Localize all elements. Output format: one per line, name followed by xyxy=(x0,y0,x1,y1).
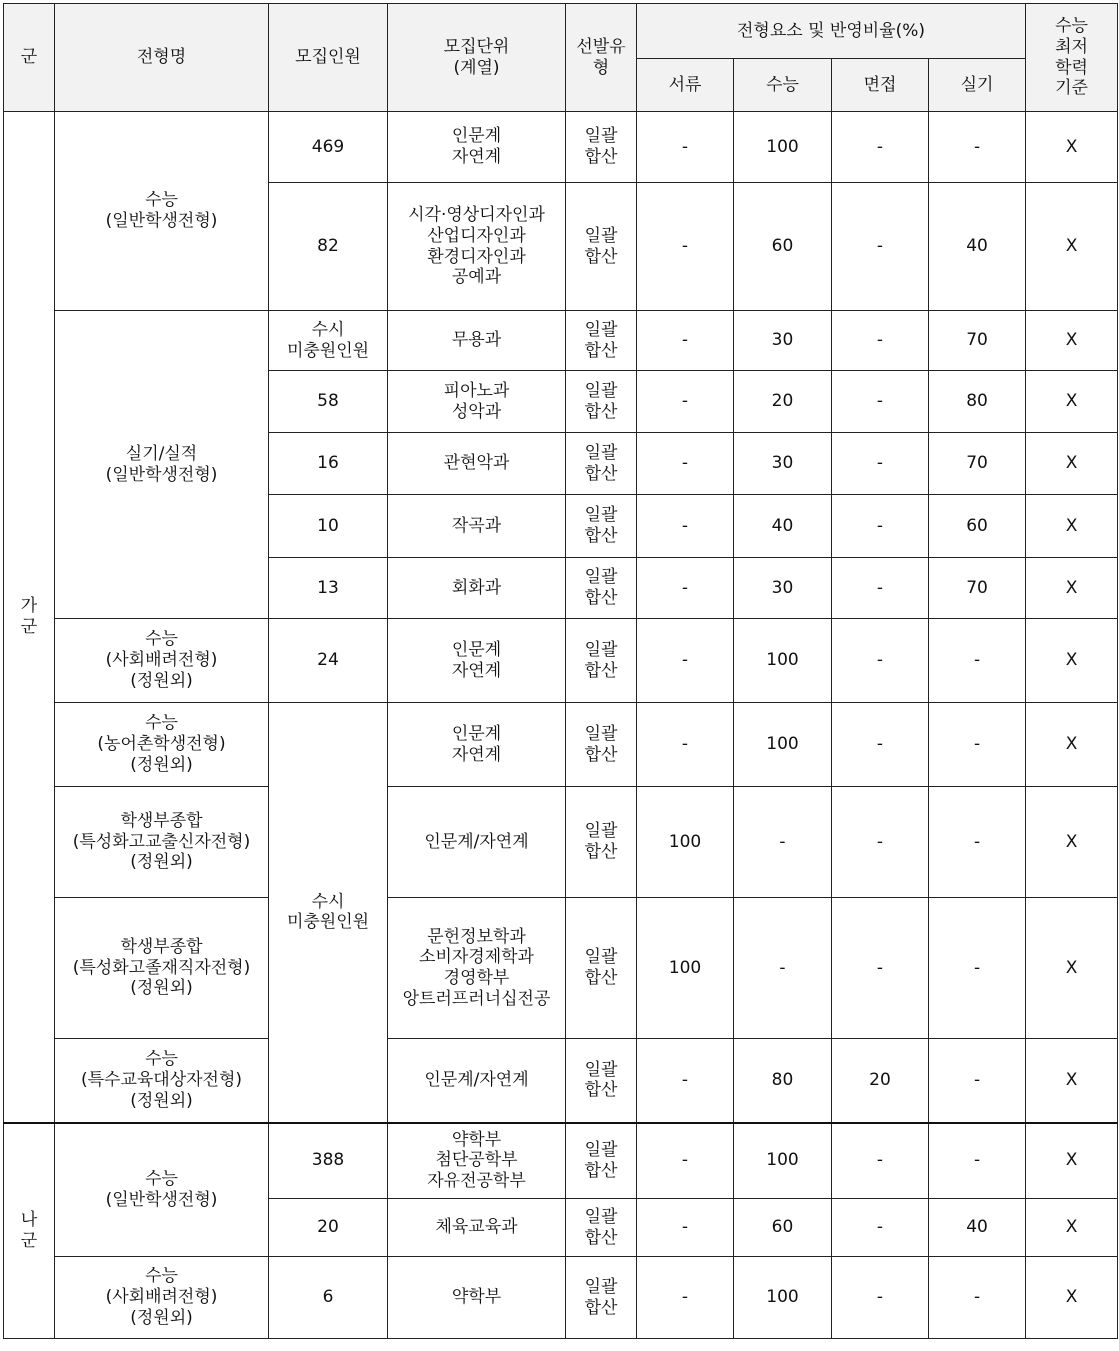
table-row xyxy=(4,112,1118,183)
interview-cell: - xyxy=(832,433,929,495)
type-cell: 수능 (일반학생전형) xyxy=(55,112,269,311)
selection-cell: 일괄 합산 xyxy=(566,898,637,1039)
unit-cell: 인문계 자연계 xyxy=(388,112,566,183)
header-unit: 모집단위 (계열) xyxy=(388,4,566,112)
table-row xyxy=(4,1257,1118,1339)
interview-cell: - xyxy=(832,183,929,311)
type-cell: 실기/실적 (일반학생전형) xyxy=(55,311,269,619)
unit-cell: 작곡과 xyxy=(388,495,566,558)
interview-cell: - xyxy=(832,619,929,703)
header-elements: 전형요소 및 반영비율(%) xyxy=(637,4,1026,59)
quota-cell: 469 xyxy=(269,112,388,183)
selection-cell: 일괄 합산 xyxy=(566,1123,637,1199)
csat-cell: - xyxy=(734,898,832,1039)
min-standard-cell: X xyxy=(1026,183,1118,311)
doc-cell: - xyxy=(637,1257,734,1339)
selection-cell: 일괄 합산 xyxy=(566,311,637,371)
csat-cell: 60 xyxy=(734,183,832,311)
table-row xyxy=(4,898,1118,1039)
interview-cell: - xyxy=(832,495,929,558)
group-cell-na: 나 군 xyxy=(4,1123,55,1339)
min-standard-cell: X xyxy=(1026,112,1118,183)
group-cell-ga: 가 군 xyxy=(4,112,55,1123)
quota-cell: 13 xyxy=(269,558,388,619)
interview-cell: 20 xyxy=(832,1039,929,1123)
table-row xyxy=(4,311,1118,371)
admissions-table xyxy=(3,3,1118,1339)
selection-cell: 일괄 합산 xyxy=(566,1199,637,1257)
selection-cell: 일괄 합산 xyxy=(566,787,637,898)
interview-cell: - xyxy=(832,703,929,787)
csat-cell: 30 xyxy=(734,433,832,495)
type-cell: 수능 (일반학생전형) xyxy=(55,1123,269,1257)
practical-cell: - xyxy=(929,1039,1026,1123)
doc-cell: - xyxy=(637,1039,734,1123)
header-interview: 면접 xyxy=(832,59,929,112)
practical-cell: - xyxy=(929,787,1026,898)
selection-cell: 일괄 합산 xyxy=(566,183,637,311)
interview-cell: - xyxy=(832,1199,929,1257)
type-cell: 수능 (사회배려전형) (정원외) xyxy=(55,1257,269,1339)
type-cell: 수능 (특수교육대상자전형) (정원외) xyxy=(55,1039,269,1123)
min-standard-cell: X xyxy=(1026,495,1118,558)
selection-cell: 일괄 합산 xyxy=(566,619,637,703)
header-selection: 선발유 형 xyxy=(566,4,637,112)
doc-cell: - xyxy=(637,433,734,495)
min-standard-cell: X xyxy=(1026,1123,1118,1199)
interview-cell: - xyxy=(832,1123,929,1199)
doc-cell: 100 xyxy=(637,787,734,898)
quota-cell: 58 xyxy=(269,371,388,433)
doc-cell: - xyxy=(637,371,734,433)
doc-cell: 100 xyxy=(637,898,734,1039)
csat-cell: 30 xyxy=(734,311,832,371)
doc-cell: - xyxy=(637,619,734,703)
csat-cell: - xyxy=(734,787,832,898)
min-standard-cell: X xyxy=(1026,558,1118,619)
table-row xyxy=(4,1123,1118,1199)
min-standard-cell: X xyxy=(1026,703,1118,787)
practical-cell: - xyxy=(929,1123,1026,1199)
min-standard-cell: X xyxy=(1026,619,1118,703)
selection-cell: 일괄 합산 xyxy=(566,1257,637,1339)
unit-cell: 인문계 자연계 xyxy=(388,703,566,787)
unit-cell: 체육교육과 xyxy=(388,1199,566,1257)
doc-cell: - xyxy=(637,1199,734,1257)
selection-cell: 일괄 합산 xyxy=(566,371,637,433)
csat-cell: 40 xyxy=(734,495,832,558)
practical-cell: - xyxy=(929,112,1026,183)
selection-cell: 일괄 합산 xyxy=(566,112,637,183)
selection-cell: 일괄 합산 xyxy=(566,703,637,787)
header-type-name: 전형명 xyxy=(55,4,269,112)
csat-cell: 100 xyxy=(734,619,832,703)
csat-cell: 100 xyxy=(734,1257,832,1339)
practical-cell: 40 xyxy=(929,1199,1026,1257)
header-doc: 서류 xyxy=(637,59,734,112)
interview-cell: - xyxy=(832,787,929,898)
quota-cell: 수시 미충원인원 xyxy=(269,703,388,1123)
min-standard-cell: X xyxy=(1026,1039,1118,1123)
min-standard-cell: X xyxy=(1026,787,1118,898)
doc-cell: - xyxy=(637,1123,734,1199)
unit-cell: 회화과 xyxy=(388,558,566,619)
header-csat: 수능 xyxy=(734,59,832,112)
practical-cell: 70 xyxy=(929,558,1026,619)
csat-cell: 80 xyxy=(734,1039,832,1123)
unit-cell: 무용과 xyxy=(388,311,566,371)
csat-cell: 100 xyxy=(734,1123,832,1199)
header-min-standard: 수능 최저 학력 기준 xyxy=(1026,4,1118,112)
table-row xyxy=(4,703,1118,787)
csat-cell: 30 xyxy=(734,558,832,619)
min-standard-cell: X xyxy=(1026,433,1118,495)
quota-cell: 20 xyxy=(269,1199,388,1257)
unit-cell: 인문계/자연계 xyxy=(388,787,566,898)
quota-cell: 24 xyxy=(269,619,388,703)
unit-cell: 관현악과 xyxy=(388,433,566,495)
interview-cell: - xyxy=(832,371,929,433)
unit-cell: 문헌정보학과 소비자경제학과 경영학부 앙트러프러너십전공 xyxy=(388,898,566,1039)
min-standard-cell: X xyxy=(1026,1257,1118,1339)
doc-cell: - xyxy=(637,311,734,371)
unit-cell: 약학부 xyxy=(388,1257,566,1339)
table-row xyxy=(4,1039,1118,1123)
type-cell: 학생부종합 (특성화고교출신자전형) (정원외) xyxy=(55,787,269,898)
interview-cell: - xyxy=(832,898,929,1039)
practical-cell: - xyxy=(929,703,1026,787)
header-quota: 모집인원 xyxy=(269,4,388,112)
unit-cell: 피아노과 성악과 xyxy=(388,371,566,433)
practical-cell: 60 xyxy=(929,495,1026,558)
doc-cell: - xyxy=(637,495,734,558)
type-cell: 수능 (농어촌학생전형) (정원외) xyxy=(55,703,269,787)
selection-cell: 일괄 합산 xyxy=(566,495,637,558)
practical-cell: 70 xyxy=(929,433,1026,495)
practical-cell: - xyxy=(929,898,1026,1039)
header-group: 군 xyxy=(4,4,55,112)
selection-cell: 일괄 합산 xyxy=(566,558,637,619)
csat-cell: 60 xyxy=(734,1199,832,1257)
min-standard-cell: X xyxy=(1026,371,1118,433)
unit-cell: 인문계/자연계 xyxy=(388,1039,566,1123)
unit-cell: 약학부 첨단공학부 자유전공학부 xyxy=(388,1123,566,1199)
quota-cell: 388 xyxy=(269,1123,388,1199)
practical-cell: - xyxy=(929,619,1026,703)
quota-cell: 82 xyxy=(269,183,388,311)
table-row xyxy=(4,787,1118,898)
min-standard-cell: X xyxy=(1026,1199,1118,1257)
interview-cell: - xyxy=(832,112,929,183)
selection-cell: 일괄 합산 xyxy=(566,433,637,495)
header-practical: 실기 xyxy=(929,59,1026,112)
practical-cell: 70 xyxy=(929,311,1026,371)
interview-cell: - xyxy=(832,311,929,371)
quota-cell: 16 xyxy=(269,433,388,495)
unit-cell: 시각·영상디자인과 산업디자인과 환경디자인과 공예과 xyxy=(388,183,566,311)
doc-cell: - xyxy=(637,112,734,183)
practical-cell: 40 xyxy=(929,183,1026,311)
quota-cell: 10 xyxy=(269,495,388,558)
practical-cell: 80 xyxy=(929,371,1026,433)
type-cell: 학생부종합 (특성화고졸재직자전형) (정원외) xyxy=(55,898,269,1039)
quota-cell: 6 xyxy=(269,1257,388,1339)
selection-cell: 일괄 합산 xyxy=(566,1039,637,1123)
min-standard-cell: X xyxy=(1026,898,1118,1039)
unit-cell: 인문계 자연계 xyxy=(388,619,566,703)
practical-cell: - xyxy=(929,1257,1026,1339)
table-row xyxy=(4,619,1118,703)
doc-cell: - xyxy=(637,703,734,787)
csat-cell: 100 xyxy=(734,112,832,183)
csat-cell: 20 xyxy=(734,371,832,433)
doc-cell: - xyxy=(637,558,734,619)
quota-cell: 수시 미충원인원 xyxy=(269,311,388,371)
type-cell: 수능 (사회배려전형) (정원외) xyxy=(55,619,269,703)
csat-cell: 100 xyxy=(734,703,832,787)
interview-cell: - xyxy=(832,1257,929,1339)
interview-cell: - xyxy=(832,558,929,619)
min-standard-cell: X xyxy=(1026,311,1118,371)
doc-cell: - xyxy=(637,183,734,311)
